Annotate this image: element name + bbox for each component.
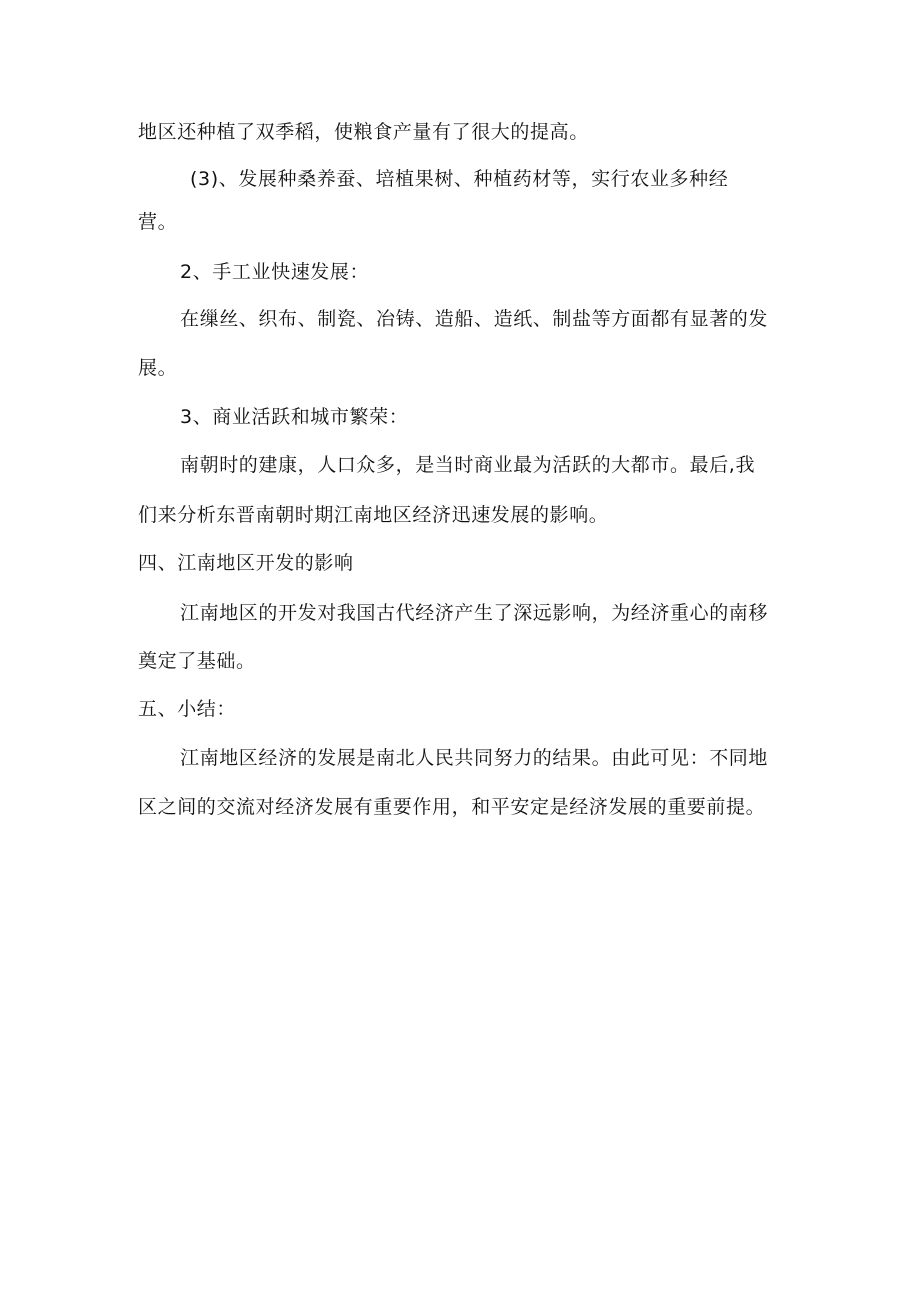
text-line-8: 南朝时的建康，人口众多，是当时商业最为活跃的大都市。最后,我 — [180, 454, 756, 476]
heading-commerce: 3、商业活跃和城市繁荣： — [180, 406, 409, 428]
text-line-1: 地区还种植了双季稻，使粮食产量有了很大的提高。 — [138, 121, 589, 143]
text-line-6: 展。 — [138, 357, 178, 379]
heading-handicraft: 2、手工业快速发展： — [180, 261, 370, 283]
text-line-15: 区之间的交流对经济发展有重要作用，和平安定是经济发展的重要前提。 — [138, 796, 766, 818]
heading-section-four: 四、江南地区开发的影响 — [138, 552, 354, 574]
text-line-9: 们来分析东晋南朝时期江南地区经济迅速发展的影响。 — [138, 504, 609, 526]
text-line-11: 江南地区的开发对我国古代经济产生了深远影响，为经济重心的南移 — [180, 602, 769, 624]
text-line-5: 在缫丝、织布、制瓷、冶铸、造船、造纸、制盐等方面都有显著的发 — [180, 308, 769, 330]
text-line-3: 营。 — [138, 211, 178, 233]
heading-summary: 五、小结： — [138, 698, 237, 720]
text-line-14: 江南地区经济的发展是南北人民共同努力的结果。由此可见：不同地 — [180, 747, 769, 769]
text-line-2: (3)、发展种桑养蚕、培植果树、种植药材等，实行农业多种经 — [190, 168, 729, 190]
text-line-12: 奠定了基础。 — [138, 650, 256, 672]
